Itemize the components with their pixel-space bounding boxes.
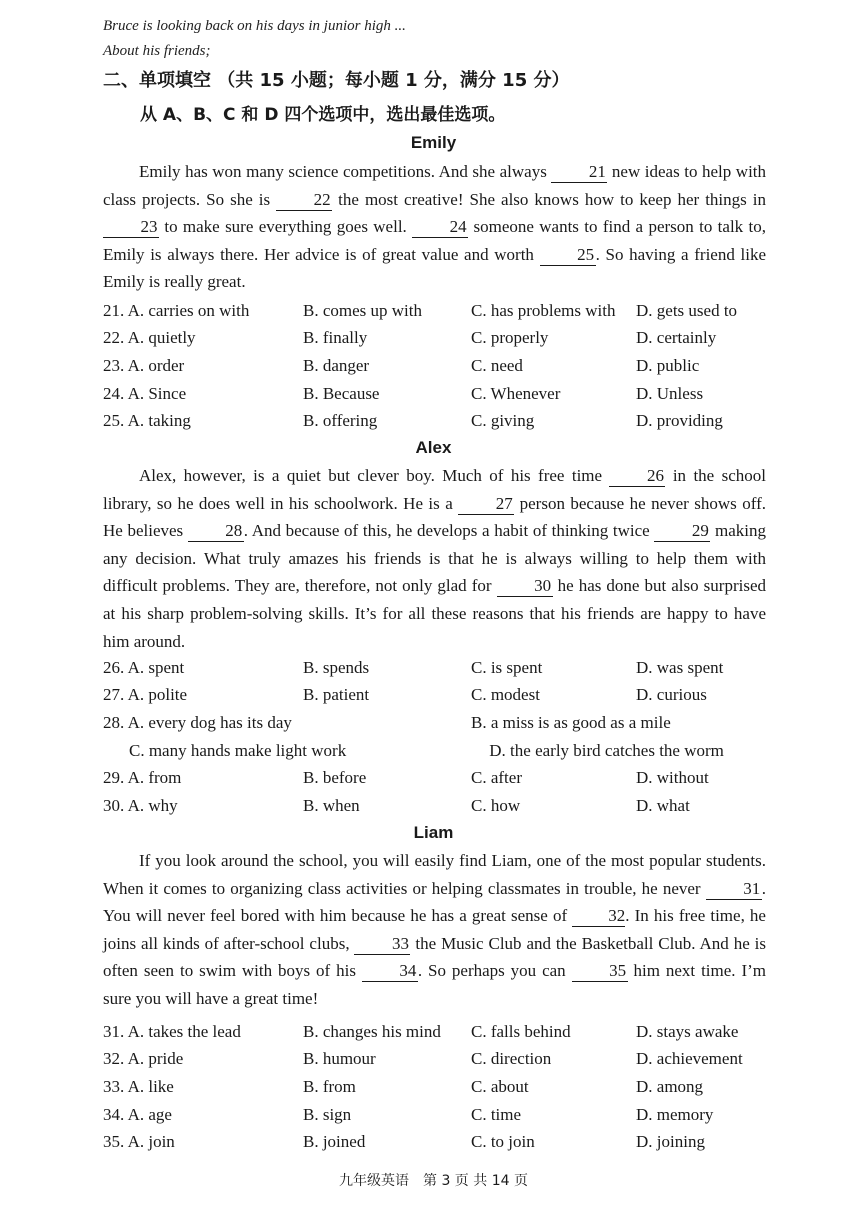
- question-row: [103, 792, 783, 820]
- question-row: [103, 1046, 783, 1074]
- option-d: [636, 768, 776, 788]
- option-c: [471, 1022, 636, 1042]
- option-b: [303, 1049, 471, 1069]
- option-text: C. properly: [471, 328, 549, 348]
- passage-segment: new ideas to help with class projects. So she is: [103, 162, 767, 209]
- question-row: [103, 380, 783, 408]
- option-b: [303, 768, 471, 788]
- option-text: C. direction: [471, 1049, 552, 1069]
- blank-27: 27: [458, 494, 514, 515]
- question-row: [103, 352, 783, 380]
- option-a: [103, 328, 303, 348]
- question-number: 29.: [103, 768, 125, 788]
- option-b: [303, 301, 471, 321]
- passage-segment: the Music Club and the Basketball Club. And he is often seen to swim with boys of his: [103, 933, 766, 981]
- option-text: A. spent: [127, 657, 185, 677]
- passage-segment: . So perhaps you can: [417, 961, 572, 981]
- question-number: 27.: [103, 685, 125, 705]
- option-text: A. join: [127, 1132, 175, 1152]
- option-d: [636, 1077, 776, 1097]
- passage-text: [103, 462, 766, 655]
- question-number: 25.: [103, 411, 125, 431]
- option-text: C. time: [471, 1104, 522, 1124]
- question-row: [103, 764, 783, 792]
- option-a: [103, 1132, 303, 1152]
- option-b: [303, 796, 471, 816]
- option-text: A. carries on with: [127, 300, 250, 320]
- option-text: D. the early bird catches the worm: [489, 740, 724, 760]
- passage-segment: . And because of this, he develops a habit of thinking twice: [243, 521, 655, 541]
- passage-text: [103, 847, 766, 1013]
- intro-line-1: Bruce is looking back on his days in junior high ...: [103, 18, 406, 34]
- option-text: A. takes the lead: [127, 1021, 241, 1041]
- passage-segment: someone wants to find a person to talk to, Emily is always there. Her advice is of great value and worth: [103, 217, 766, 264]
- question-row: [103, 682, 783, 710]
- blank-34: 34: [362, 961, 418, 982]
- blank-30: 30: [497, 576, 553, 597]
- option-text: B. danger: [303, 355, 370, 375]
- passage-segment: to make sure everything goes well.: [159, 217, 413, 237]
- passage-segment: person because he never shows off. He believes: [103, 493, 766, 541]
- option-d: [636, 411, 776, 431]
- option-c: [471, 685, 636, 705]
- question-number: 28.: [103, 712, 125, 732]
- option-c: [471, 713, 771, 733]
- blank-21: 21: [551, 162, 607, 183]
- blank-28: 28: [188, 521, 244, 542]
- option-text: C. falls behind: [471, 1021, 571, 1041]
- option-text: C. to join: [471, 1132, 535, 1152]
- option-text: D. stays awake: [636, 1021, 739, 1041]
- options-liam: [103, 1018, 783, 1156]
- passage-alex: [103, 462, 766, 655]
- blank-24: 24: [412, 217, 468, 238]
- option-text: A. every dog has its day: [127, 712, 292, 732]
- passage-segment: in the school library, so he does well in his schoolwork. He is a: [103, 466, 766, 513]
- blank-25: 25: [540, 245, 596, 266]
- option-a: [103, 1105, 303, 1125]
- option-text: A. why: [127, 795, 178, 815]
- option-d: [636, 1022, 776, 1042]
- option-b: [303, 384, 471, 404]
- option-d: [636, 685, 776, 705]
- option-text: D. among: [636, 1076, 704, 1096]
- options-alex: [103, 654, 783, 820]
- option-c: [471, 1049, 636, 1069]
- option-d: [636, 384, 776, 404]
- option-a: [103, 1049, 303, 1069]
- question-row: [103, 1128, 783, 1156]
- option-a: [103, 1022, 303, 1042]
- passage-segment: making any decision. What truly amazes his friends is that he is always willing to help them with difficult problems. They are, therefore, not only glad for: [103, 521, 766, 596]
- option-text: D. public: [636, 355, 700, 375]
- question-number: 22.: [103, 328, 125, 348]
- option-text: C. is spent: [471, 657, 543, 677]
- question-row: [103, 407, 783, 435]
- option-a: [103, 301, 303, 321]
- option-text: D. curious: [636, 685, 707, 705]
- passage-segment: Alex, however, is a quiet but clever boy. Much of his free time: [139, 466, 610, 485]
- option-d: [636, 1105, 776, 1125]
- question-row: [103, 654, 783, 682]
- option-text: B. changes his mind: [303, 1021, 441, 1041]
- option-text: B. comes up with: [303, 300, 422, 320]
- options-emily: [103, 297, 783, 435]
- option-text: C. need: [471, 355, 523, 375]
- option-text: B. joined: [303, 1132, 366, 1152]
- option-c: [471, 1105, 636, 1125]
- option-text: A. from: [127, 768, 182, 788]
- passage-segment: If you look around the school, you will easily find Liam, one of the most popular students. When it comes to organizing class activities or helping classmates in trouble, he never: [103, 851, 766, 898]
- passage-text: [103, 158, 766, 296]
- option-c: [471, 411, 636, 431]
- question-row: [103, 709, 783, 737]
- option-text: A. like: [127, 1076, 174, 1096]
- option-text: C. many hands make light work: [129, 740, 347, 760]
- option-text: B. when: [303, 795, 360, 815]
- option-b: [303, 658, 471, 678]
- blank-26: 26: [609, 466, 665, 487]
- option-a: [103, 411, 303, 431]
- option-text: D. without: [636, 768, 709, 788]
- option-a: [103, 713, 471, 733]
- option-text: C. giving: [471, 411, 535, 431]
- option-text: A. age: [127, 1104, 172, 1124]
- option-d: [636, 328, 776, 348]
- passage-title-liam: Liam: [413, 823, 454, 842]
- section-instruction: 从 A、B、C 和 D 四个选项中，选出最佳选项。: [140, 105, 506, 125]
- question-row: [103, 297, 783, 325]
- question-number: 32.: [103, 1049, 125, 1069]
- option-c: [471, 301, 636, 321]
- option-c: [471, 768, 636, 788]
- question-number: 24.: [103, 383, 125, 403]
- option-c: [471, 1077, 636, 1097]
- passage-liam: [103, 847, 766, 1013]
- passage-segment: Emily has won many science competitions. And she always: [139, 162, 552, 181]
- option-text: A. pride: [127, 1049, 184, 1069]
- option-b: [303, 1105, 471, 1125]
- section-title: 二、单项填空 （共 15 小题；每小题 1 分，满分 15 分）: [103, 70, 570, 91]
- option-text: B. a miss is as good as a mile: [471, 712, 671, 732]
- option-text: C. how: [471, 795, 521, 815]
- blank-22: 22: [276, 190, 332, 211]
- passage-segment: the most creative! She also knows how to keep her things in: [332, 189, 766, 209]
- option-text: A. quietly: [127, 328, 196, 348]
- option-a: [103, 658, 303, 678]
- option-text: B. spends: [303, 657, 370, 677]
- intro-line-2: About his friends;: [103, 43, 211, 59]
- blank-33: 33: [354, 934, 410, 955]
- passage-segment: him next time. I’m sure you will have a great time!: [103, 961, 766, 1008]
- question-number: 21.: [103, 300, 125, 320]
- passage-title-alex: Alex: [415, 438, 452, 457]
- option-text: C. modest: [471, 685, 540, 705]
- option-d: [636, 796, 776, 816]
- option-a: [103, 741, 489, 761]
- option-text: B. offering: [303, 411, 378, 431]
- option-b: [303, 356, 471, 376]
- option-c: [471, 328, 636, 348]
- passage-segment: . You will never feel bored with him because he has a great sense of: [103, 878, 766, 926]
- question-number: 26.: [103, 657, 125, 677]
- option-a: [103, 1077, 303, 1097]
- option-d: [636, 301, 776, 321]
- option-text: B. patient: [303, 685, 370, 705]
- blank-32: 32: [572, 906, 625, 927]
- option-text: A. order: [127, 355, 185, 375]
- option-text: C. after: [471, 768, 522, 788]
- question-number: 34.: [103, 1104, 125, 1124]
- question-row: [103, 1101, 783, 1129]
- passage-segment: . So having a friend like Emily is really great.: [103, 244, 766, 292]
- option-b: [303, 1132, 471, 1152]
- blank-23: 23: [103, 217, 159, 238]
- passage-title-emily: Emily: [410, 133, 457, 152]
- passage-segment: . In his free time, he joins all kinds of after-school clubs,: [103, 906, 766, 953]
- option-text: B. sign: [303, 1104, 352, 1124]
- option-text: D. certainly: [636, 328, 717, 348]
- option-b: [303, 685, 471, 705]
- option-text: B. finally: [303, 328, 368, 348]
- option-d: [636, 1132, 776, 1152]
- option-text: A. Since: [127, 383, 187, 403]
- option-text: D. was spent: [636, 657, 724, 677]
- option-a: [103, 384, 303, 404]
- option-text: C. about: [471, 1076, 529, 1096]
- blank-31: 31: [706, 879, 762, 900]
- option-text: B. Because: [303, 383, 380, 403]
- option-text: D. memory: [636, 1104, 714, 1124]
- option-text: C. Whenever: [471, 383, 561, 403]
- option-text: D. what: [636, 795, 690, 815]
- option-text: A. polite: [127, 685, 188, 705]
- passage-emily: [103, 158, 766, 296]
- option-d: [636, 1049, 776, 1069]
- blank-29: 29: [654, 521, 710, 542]
- option-text: B. humour: [303, 1049, 376, 1069]
- question-number: 35.: [103, 1132, 125, 1152]
- option-b: [303, 1022, 471, 1042]
- option-text: D. providing: [636, 411, 723, 431]
- question-number: 23.: [103, 355, 125, 375]
- option-a: [103, 356, 303, 376]
- question-row: [103, 325, 783, 353]
- option-a: [103, 768, 303, 788]
- option-a: [103, 685, 303, 705]
- option-c: [471, 356, 636, 376]
- option-c: [471, 1132, 636, 1152]
- question-number: 33.: [103, 1076, 125, 1096]
- question-row: [103, 1073, 783, 1101]
- option-c: [471, 658, 636, 678]
- option-text: D. joining: [636, 1132, 705, 1152]
- question-number: 31.: [103, 1021, 125, 1041]
- option-text: B. from: [303, 1076, 356, 1096]
- option-text: B. before: [303, 768, 367, 788]
- option-b: [303, 328, 471, 348]
- option-text: D. Unless: [636, 383, 704, 403]
- option-c: [471, 796, 636, 816]
- option-d: [636, 658, 776, 678]
- option-b: [303, 411, 471, 431]
- page-footer: 九年级英语 第 3 页 共 14 页: [339, 1173, 528, 1189]
- option-text: D. achievement: [636, 1049, 743, 1069]
- option-c: [489, 741, 783, 761]
- option-text: A. taking: [127, 411, 191, 431]
- option-d: [636, 356, 776, 376]
- blank-35: 35: [572, 961, 628, 982]
- option-text: D. gets used to: [636, 300, 738, 320]
- question-row: [103, 1018, 783, 1046]
- option-c: [471, 384, 636, 404]
- passage-segment: he has done but also surprised at his sharp problem-solving skills. It’s for all these reasons that his friends are happy to have him around.: [103, 576, 766, 651]
- option-text: C. has problems with: [471, 300, 616, 320]
- option-a: [103, 796, 303, 816]
- question-row: [103, 737, 783, 765]
- option-b: [303, 1077, 471, 1097]
- question-number: 30.: [103, 795, 125, 815]
